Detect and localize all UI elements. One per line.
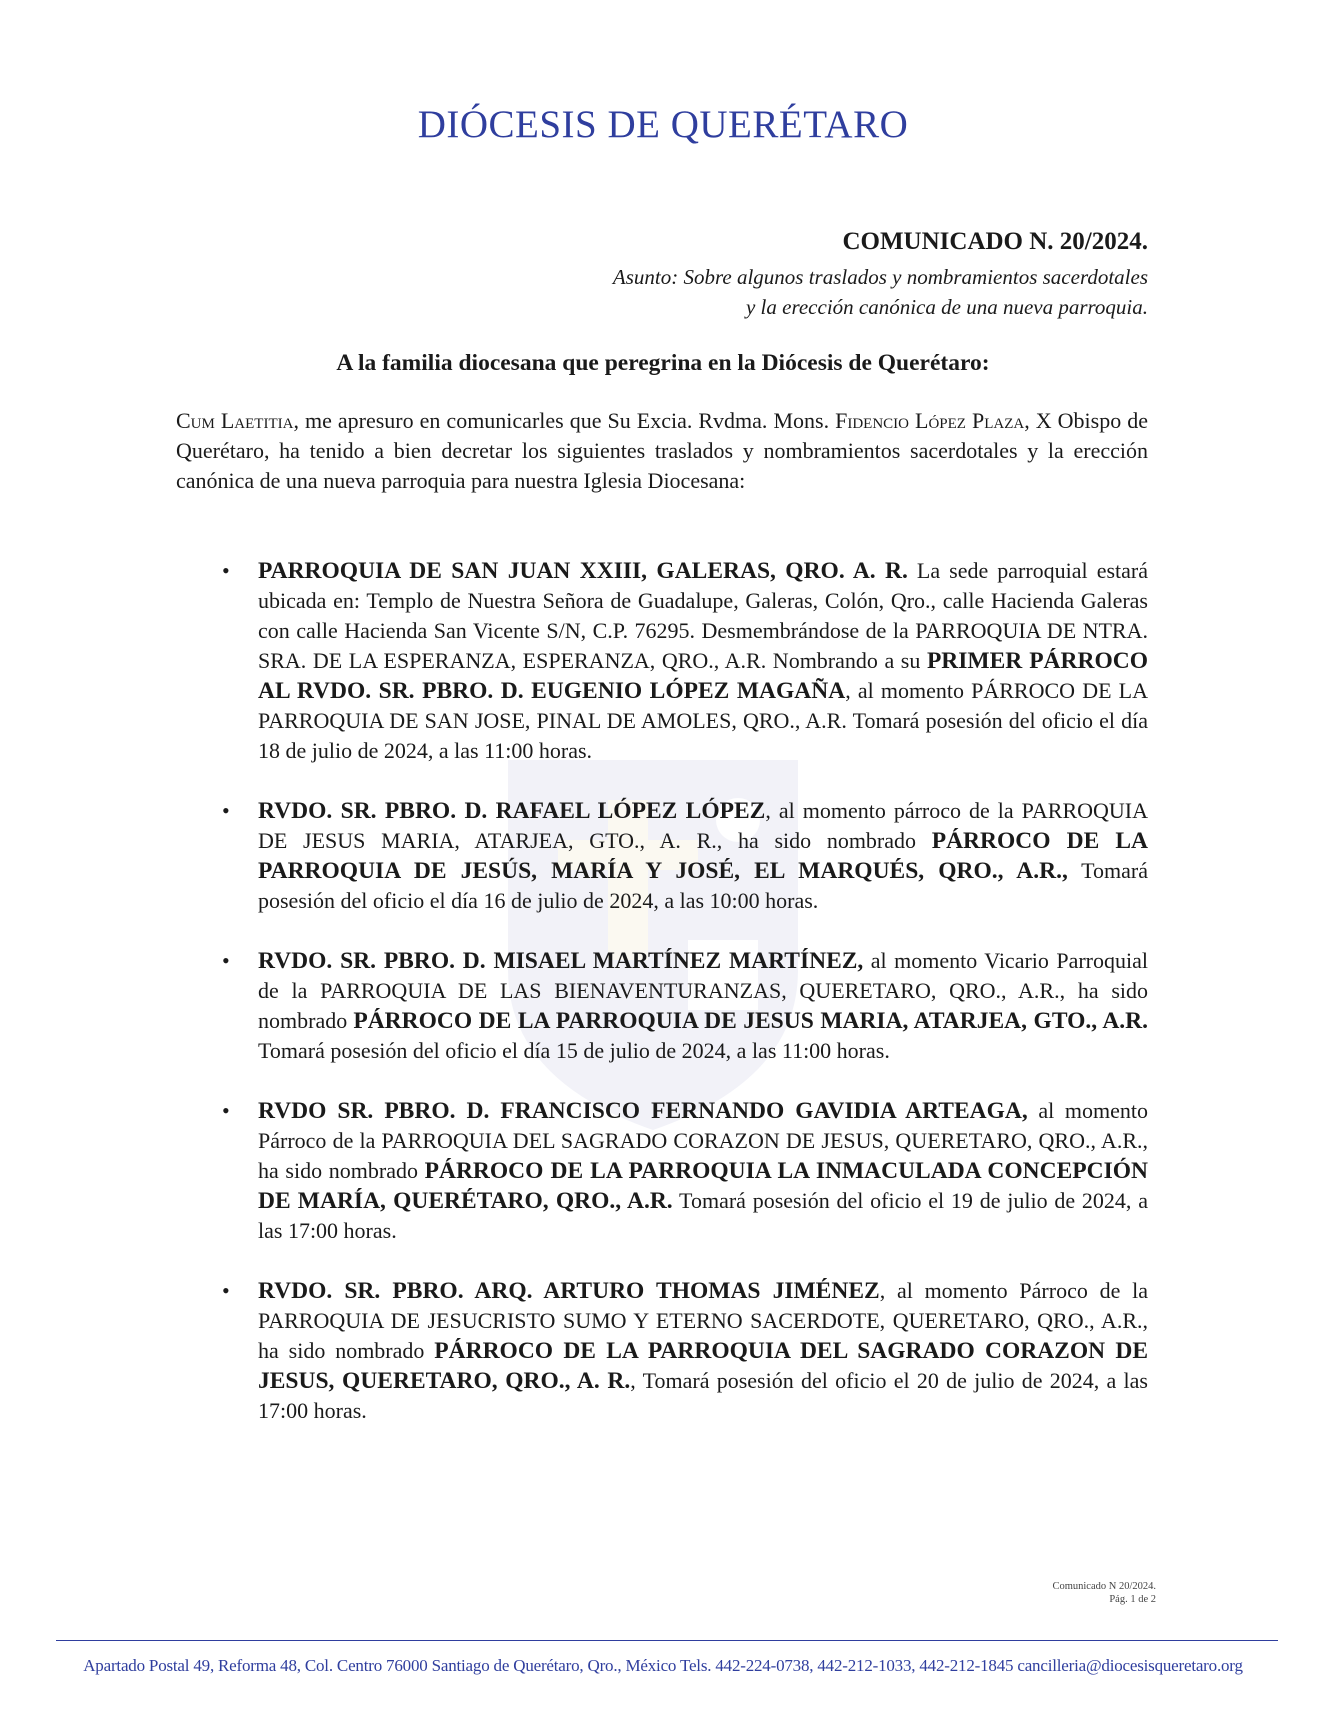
intro-text-1: , me apresuro en comunicarles que Su Excia. Rvdma. Mons. <box>293 408 836 433</box>
item-bold-1: RVDO. SR. PBRO. D. MISAEL MARTÍNEZ MARTÍNEZ, <box>258 948 864 974</box>
item-text-1: al momento Vicario Parroquial de la PARROQUIA DE LAS BIENAVENTURANZAS, QUERETARO, QRO., A.R., ha sido nombrado <box>258 948 1149 1033</box>
comunicado-number: COMUNICADO N. 20/2024. <box>842 228 1148 255</box>
item-bold-2: PÁRROCO DE LA PARROQUIA DEL SAGRADO CORAZON DE JESUS, QUERETARO, QRO., A. R. <box>258 1338 1148 1394</box>
item-bold-1: RVDO. SR. PBRO. D. RAFAEL LÓPEZ LÓPEZ <box>258 798 766 824</box>
item-bold-1: RVDO. SR. PBRO. ARQ. ARTURO THOMAS JIMÉNEZ <box>258 1278 880 1304</box>
item-text-2: , al momento PÁRROCO DE LA PARROQUIA DE SAN JOSE, PINAL DE AMOLES, QRO., A.R. Tomará posesión del oficio el día 18 de julio de 2024, a las 11:00 horas. <box>258 678 1148 763</box>
diocese-title: DIÓCESIS DE QUERÉTARO <box>417 103 909 146</box>
page-reference-line-1: Comunicado N 20/2024. <box>1052 1581 1156 1592</box>
item-bold-1: PARROQUIA DE SAN JUAN XXIII, GALERAS, QRO. A. R. <box>258 558 908 584</box>
asunto-subject <box>448 262 1148 322</box>
appointment-item <box>258 796 1148 916</box>
item-bold-1: RVDO SR. PBRO. D. FRANCISCO FERNANDO GAVIDIA ARTEAGA, <box>258 1098 1028 1124</box>
item-text-1: La sede parroquial estará ubicada en: Templo de Nuestra Señora de Guadalupe, Galeras, Colón, Qro., calle Hacienda Galeras con calle Hacienda San Vicente S/N, C.P. 76295. Desmembrándose de la PARROQUIA DE NTRA. SRA. DE LA ESPERANZA, ESPERANZA, QRO., A.R. Nombrando a su <box>258 558 1148 673</box>
item-bold-2: PÁRROCO DE LA PARROQUIA LA INMACULADA CONCEPCIÓN DE MARÍA, QUERÉTARO, QRO., A.R. <box>258 1158 1148 1214</box>
appointment-item <box>258 1096 1148 1246</box>
page-reference-line-2: Pág. 1 de 2 <box>1109 1594 1156 1605</box>
item-text-2: Tomará posesión del oficio el 19 de julio de 2024, a las 17:00 horas. <box>258 1188 1148 1243</box>
page-reference <box>956 1580 1156 1606</box>
appointment-item <box>258 556 1148 766</box>
footer-divider <box>56 1640 1278 1641</box>
item-text-1: , al momento Párroco de la PARROQUIA DE JESUCRISTO SUMO Y ETERNO SACERDOTE, QUERETARO, QRO., A.R., ha sido nombrado <box>258 1278 1148 1363</box>
item-text-2: Tomará posesión del oficio el día 15 de julio de 2024, a las 11:00 horas. <box>258 1038 890 1063</box>
item-bold-2: PÁRROCO DE LA PARROQUIA DE JESÚS, MARÍA Y JOSÉ, EL MARQUÉS, QRO., A.R., <box>258 828 1148 884</box>
intro-small-caps-2: Fidencio López Plaza <box>835 408 1025 433</box>
item-text-1: , al momento párroco de la PARROQUIA DE JESUS MARIA, ATARJEA, GTO., A. R., ha sido nombrado <box>258 798 1148 853</box>
item-text-2: Tomará posesión del oficio el día 16 de julio de 2024, a las 10:00 horas. <box>258 858 1148 913</box>
item-text-2: , Tomará posesión del oficio el 20 de julio de 2024, a las 17:00 horas. <box>258 1368 1148 1423</box>
item-bold-2: PRIMER PÁRROCO AL RVDO. SR. PBRO. D. EUGENIO LÓPEZ MAGAÑA <box>258 648 1148 704</box>
item-text-1: al momento Párroco de la PARROQUIA DEL SAGRADO CORAZON DE JESUS, QUERETARO, QRO., A.R., ha sido nombrado <box>258 1098 1148 1183</box>
asunto-line-2: y la erección canónica de una nueva parroquia. <box>745 295 1148 319</box>
item-bold-2: PÁRROCO DE LA PARROQUIA DE JESUS MARIA, ATARJEA, GTO., A.R. <box>353 1008 1149 1034</box>
intro-text-2: , X Obispo de Querétaro, ha tenido a bien decretar los siguientes traslados y nombramientos sacerdotales y la erección canónica de una nueva parroquia para nuestra Iglesia Diocesana: <box>176 408 1148 493</box>
asunto-line-1: Asunto: Sobre algunos traslados y nombramientos sacerdotales <box>612 265 1148 289</box>
intro-paragraph <box>176 406 1148 496</box>
footer-contact: Apartado Postal 49, Reforma 48, Col. Centro 76000 Santiago de Querétaro, Qro., México Tels. 442-224-0738, 442-212-1033, 442-212-1845 cancilleria@diocesisqueretaro.org <box>83 1656 1243 1675</box>
intro-small-caps-1: Cum Laetitia <box>176 408 294 433</box>
appointments-list <box>258 556 1148 1456</box>
appointment-item <box>258 1276 1148 1426</box>
greeting: A la familia diocesana que peregrina en la Diócesis de Querétaro: <box>336 350 990 376</box>
appointment-item <box>258 946 1148 1066</box>
